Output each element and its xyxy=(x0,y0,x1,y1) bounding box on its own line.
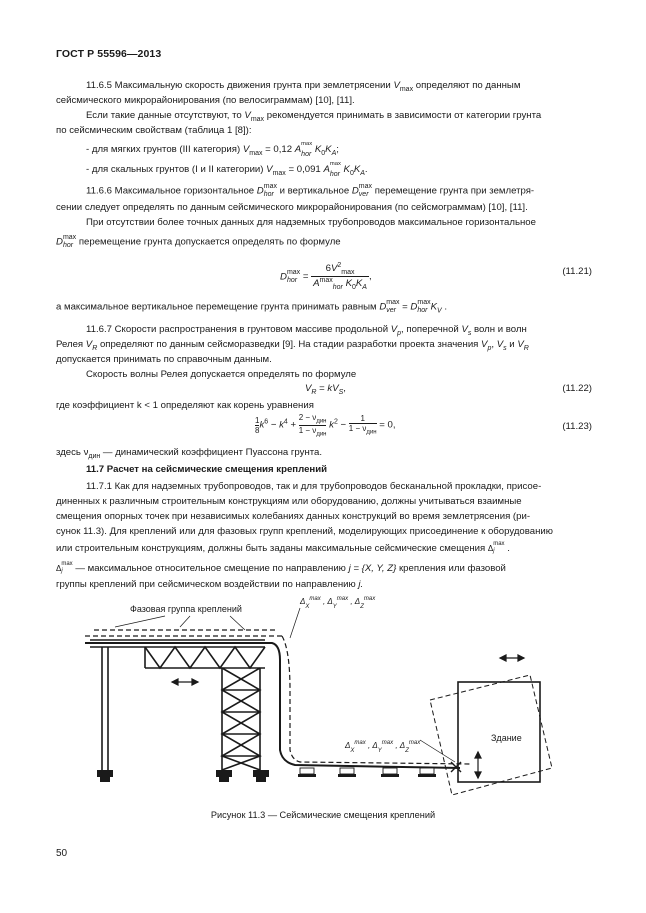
para-11-6-5-line1: 11.6.5 Максимальную скорость движения грунта при землетрясении $V_{max}$ определяют по данным xyxy=(86,80,521,93)
figure-caption: Рисунок 11.3 — Сейсмические смещения креплений xyxy=(210,810,436,820)
para-no-precise-line1: При отсутствии более точных данных для надземных трубопроводов максимальное горизонтальное xyxy=(86,217,536,228)
leader-line-group-2 xyxy=(180,616,190,627)
para-poisson: здесь $\nu_{дин}$ — динамический коэффициент Пуассона грунта. xyxy=(56,447,323,460)
leader-line-delta-bottom xyxy=(420,740,455,762)
para-11-7-1-line3: смещения опорных точек при независимых колебаниях данных конструкций во время землетрясения (ри- xyxy=(56,511,531,522)
truss-structure xyxy=(90,640,265,770)
para-11-6-7-line2: Релея $V_R$ определяют по данным сейсморазведки [9]. На стадии разработки проекта значения $V_p$, $V_s$ и $V_R$ xyxy=(56,339,529,352)
document-header: ГОСТ Р 55596—2013 xyxy=(56,48,162,60)
leader-line-delta-top xyxy=(290,608,300,638)
leader-line-group-1 xyxy=(115,616,165,627)
building xyxy=(458,682,540,782)
para-no-data-line2: по сейсмическим свойствам (таблица 1 [8]): xyxy=(56,125,252,136)
para-rayleigh: Скорость волны Релея допускается определять по формуле xyxy=(86,369,357,380)
para-vertical-displacement: а максимальное вертикальное перемещение грунта принимать равным Dmax ver = Dmax hor $K_V$ . xyxy=(56,299,448,315)
para-no-precise-line2: Dmax hor перемещение грунта допускается определять по формуле xyxy=(56,234,341,249)
para-delta-definition-line1: Δmax j — максимальное относительное смещение по направлению j = {X, Y, Z} крепления или фазовой xyxy=(56,561,506,575)
para-11-7-1-line5: или строительным конструкциям, должны быть заданы максимальные сейсмические смещения Δmax j . xyxy=(56,541,510,555)
page-number: 50 xyxy=(56,848,68,859)
label-delta-top: $\Delta_X^{max}$ , $\Delta_Y^{max}$ , $\Delta_Z^{max}$ xyxy=(300,596,376,610)
bullet-soft-soils: - для мягких грунтов (III категория) $V_{max} = 0,12$ $A^{max}$ hor $K_0K_A$; xyxy=(86,141,339,159)
label-delta-bottom: $\Delta_X^{max}$ , $\Delta_Y^{max}$ , $\Delta_Z^{max}$ xyxy=(345,740,421,754)
bullet-rock-soils: - для скальных грунтов (I и II категории) $V_{max} = 0,091$ $A^{max}$ hor $K_0K_A$. xyxy=(86,161,368,179)
pipeline-supports xyxy=(300,768,434,774)
label-building: Здание xyxy=(491,733,522,743)
pipeline-support-bases xyxy=(298,774,436,777)
section-heading-11-7: 11.7 Расчет на сейсмические смещения креплений xyxy=(86,464,327,475)
formula-11-21: Dmax hor = $6V^2_{max}$ $A^{max}_{hor}$ $K_0K_A$ , xyxy=(280,262,372,292)
vertical-arrow-building xyxy=(475,752,481,778)
para-11-7-1-line2: диненных к различным строительным конструкциям или оборудованию, должны учитываться взаимные xyxy=(56,496,522,507)
leader-line-group-3 xyxy=(230,616,245,630)
equation-number-11-23: (11.23) xyxy=(562,421,592,432)
para-11-6-6-line1: 11.6.6 Максимальное горизонтальное Dmax hor и вертикальное Dmax ver перемещение грунта при землетря- xyxy=(86,183,535,198)
para-11-6-7-line3: допускается принимать по справочным данным. xyxy=(56,354,272,365)
label-phase-group: Фазовая группа креплений xyxy=(130,604,242,614)
equation-number-11-22: (11.22) xyxy=(562,383,592,394)
double-arrow-building xyxy=(500,655,524,661)
formula-11-23: $\frac{1}{8}$ $k^6 - k^4$ + $2 - \nu_{дин}$ $1 - \nu_{дин}$ $k^2$ − 1 $1 - \nu_{дин}$ = 0, xyxy=(255,413,396,438)
para-11-6-5-line2: сейсмического микрорайонирования (по велосиграммам) [10], [11]. xyxy=(56,95,355,106)
foundations xyxy=(97,770,269,782)
para-11-7-1-line1: 11.7.1 Как для надземных трубопроводов, так и для трубопроводов бесканальной прокладки, присое- xyxy=(86,481,542,492)
equation-number-11-21: (11.21) xyxy=(562,266,592,277)
para-no-data-line1: Если такие данные отсутствуют, то $V_{max}$ рекомендуется принимать в зависимости от категории грунта xyxy=(86,110,542,123)
para-11-6-6-line2: сении следует определять по данным сейсмического микрорайонирования (по сейсмограммам) [10], [11]. xyxy=(56,202,528,213)
para-11-6-7-line1: 11.6.7 Скорости распространения в грунтовом массиве продольной $V_p$, поперечной $V_s$ волн и волн xyxy=(86,324,527,337)
para-coefficient-k: где коэффициент k < 1 определяют как корень уравнения xyxy=(56,400,314,411)
para-delta-definition-line2: группы креплений при сейсмическом воздействии по направлению j. xyxy=(56,579,364,590)
para-11-7-1-line4: сунок 11.3). Для креплений или для фазовых групп креплений, моделирующих присоединение к оборудованию xyxy=(56,526,553,537)
figure-seismic-displacements xyxy=(0,590,646,805)
double-arrow-truss xyxy=(172,679,198,685)
formula-11-22: $V_R = kV_S$, xyxy=(305,383,346,396)
